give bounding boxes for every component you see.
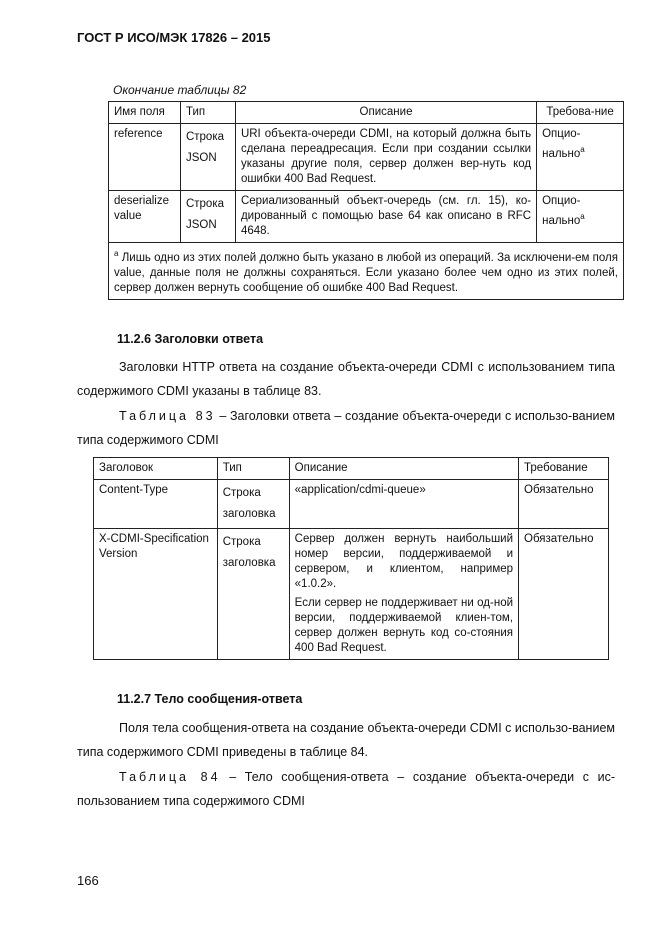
table-row: [94, 480, 609, 529]
field-name: reference: [109, 124, 181, 191]
header-type: Строка заголовка: [217, 480, 289, 529]
field-requirement: Опцио-нально$^a$: [537, 191, 624, 243]
field-description: URI объекта-очереди CDMI, на который должна быть сделана переадресация. Если при создании ссылки указаны другие поля, сервер должен вер-нуть код ошибки 400 Bad Request.: [235, 124, 536, 191]
header-description: [289, 529, 518, 660]
table-caption: Таблица 83 – Заголовки ответа – создание объекта-очереди с использо-ванием типа содержимого CDMI: [77, 409, 615, 447]
header-name: X-CDMI-SpecificationVersion: [94, 529, 218, 660]
header-description: «application/cdmi-queue»: [289, 480, 518, 529]
column-header: Тип: [180, 102, 235, 124]
header-requirement: Обязательно: [519, 480, 609, 529]
paragraph: Заголовки HTTP ответа на создание объекта-очереди CDMI с использованием типа содержимого CDMI указаны в таблице 83.: [77, 360, 615, 398]
page-number: 166: [77, 873, 99, 888]
field-type: Строка JSON: [180, 124, 235, 191]
table-caption: Таблица 84 – Тело сообщения-ответа – создание объекта-очереди с ис-пользованием типа содержимого CDMI: [77, 770, 615, 808]
table-footnote: $^а$ Лишь одно из этих полей должно быть указано в любой из операций. За исключени-ем поля value, данные поля не должны сохраняться. Если указано более чем одно из этих полей, сервер должен вернуть сообщение об ошибке 400 Bad Request.: [109, 243, 624, 300]
paragraph: Поля тела сообщения-ответа на создание объекта-очереди CDMI с использо-ванием типа содержимого CDMI приведены в таблице 84.: [77, 721, 615, 759]
table-83: [93, 457, 609, 660]
table-header-row: [94, 458, 609, 480]
table-header-row: [109, 102, 624, 124]
document-header: ГОСТ Р ИСО/МЭК 17826 – 2015: [77, 30, 271, 45]
header-type: Строка заголовка: [217, 529, 289, 660]
table-row: [94, 529, 609, 660]
column-header: Требование: [519, 458, 609, 480]
column-header: Заголовок: [94, 458, 218, 480]
field-type: Строка JSON: [180, 191, 235, 243]
description-part: Если сервер не поддерживает ни од-ной версии, поддерживаемой клиен-том, сервер должен вернуть код со-стояния 400 Bad Request.: [294, 597, 514, 654]
header-name: Content-Type: [94, 480, 218, 529]
column-header: Имя поля: [109, 102, 181, 124]
table-82: [108, 101, 624, 300]
section-heading: 11.2.6 Заголовки ответа: [117, 332, 264, 346]
field-name: deserialize value: [109, 191, 181, 243]
column-header: Описание: [235, 102, 536, 124]
column-header: Тип: [217, 458, 289, 480]
table-continuation-label: Окончание таблицы 82: [113, 83, 247, 97]
field-requirement: Опцио-нально$^a$: [537, 124, 624, 191]
description-part: Сервер должен вернуть наибольший номер версии, поддерживаемой и сервером, и клиентом, например «1.0.2».: [294, 533, 514, 590]
column-header: Описание: [289, 458, 518, 480]
header-requirement: Обязательно: [519, 529, 609, 660]
table-row: [109, 124, 624, 191]
field-description: Сериализованный объект-очередь (см. гл. 15), ко-дированный с помощью base 64 как описано в RFC 4648.: [235, 191, 536, 243]
column-header: Требова-ние: [537, 102, 624, 124]
table-footnote-row: [109, 243, 624, 300]
section-heading: 11.2.7 Тело сообщения-ответа: [117, 692, 303, 706]
table-row: [109, 191, 624, 243]
